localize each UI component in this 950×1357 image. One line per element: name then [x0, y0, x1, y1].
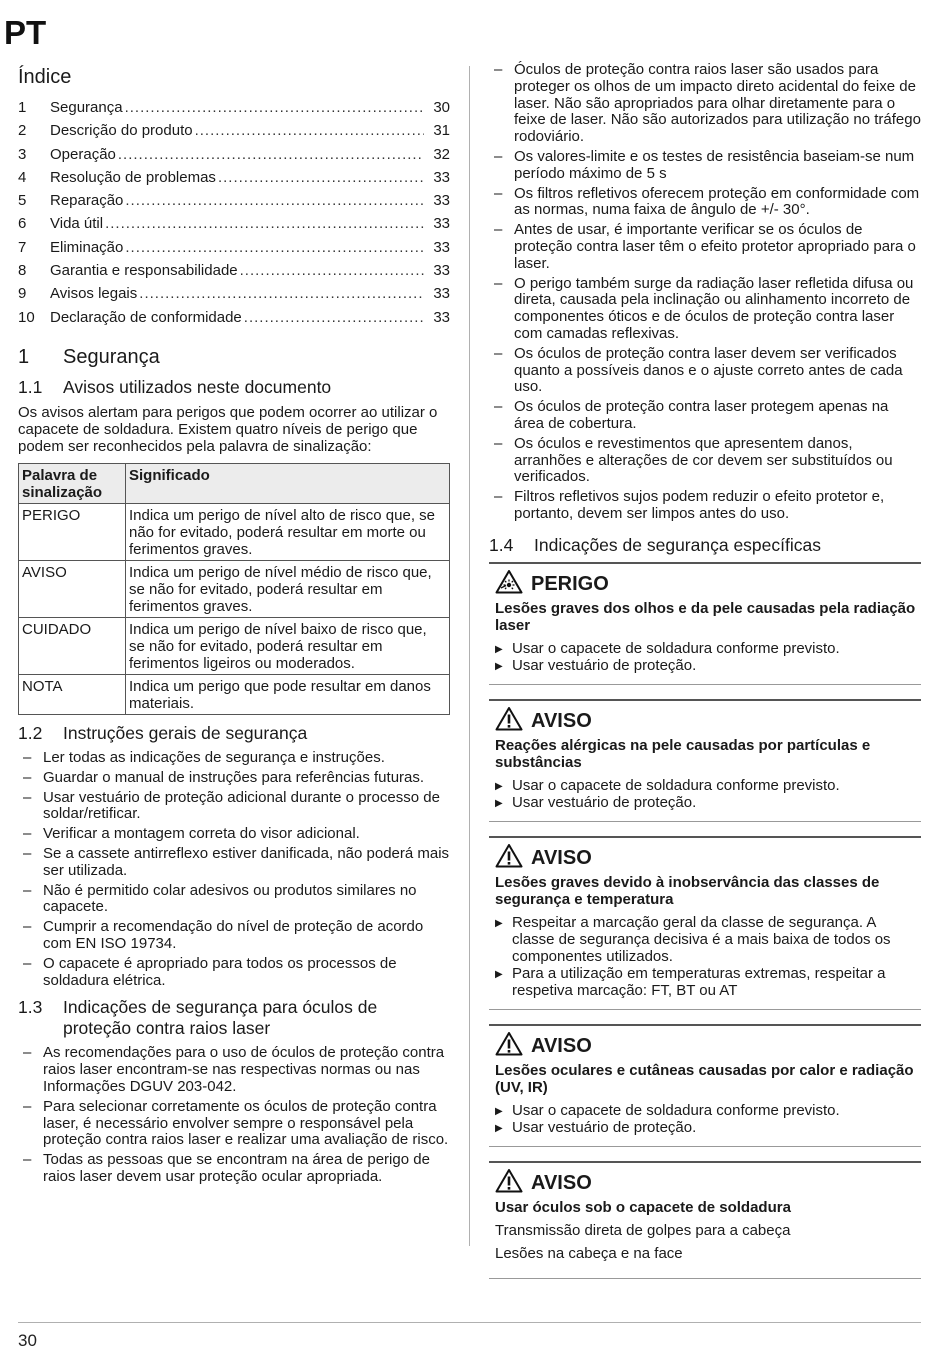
toc-item: [18, 215, 450, 238]
list-item: – As recomendações para o uso de óculos de proteção contra raios laser encontram-se nas respectivas normas ou nas Informações DGUV 203-042.: [18, 1045, 450, 1095]
list-item: – Filtros refletivos sujos podem reduzir o efeito protetor e, portanto, devem ser limpos antes do uso.: [489, 489, 921, 523]
left-column: [18, 62, 450, 1190]
table-row: [19, 674, 450, 714]
action-item: ▶ Usar o capacete de soldadura conforme previsto.: [495, 640, 921, 657]
toc-item-label: Eliminação: [50, 238, 124, 256]
toc-item-page: 32: [433, 145, 450, 163]
signal-word: AVISO: [531, 1172, 592, 1195]
section-title: Indicações de segurança específicas: [534, 534, 821, 555]
warning-text: Transmissão direta de golpes para a cabeça: [495, 1221, 791, 1239]
toc-item: [18, 309, 450, 332]
section-title: Instruções gerais de segurança: [63, 722, 308, 743]
warning-header: [495, 572, 921, 598]
table-row: [19, 503, 450, 560]
section-number: 1: [18, 345, 30, 368]
warning-actions: [495, 640, 921, 674]
toc-item-number: 9: [18, 285, 27, 303]
toc-item-page: 33: [433, 285, 450, 303]
signal-word: AVISO: [531, 1035, 592, 1058]
signal-word-cell: CUIDADO: [19, 617, 126, 674]
list-item: – Guardar o manual de instruções para referências futuras.: [18, 770, 450, 787]
toc-item: [18, 169, 450, 192]
action-item: ▶ Usar vestuário de proteção.: [495, 1119, 921, 1136]
toc-leader-dots: [195, 122, 424, 139]
list-item: – Usar vestuário de proteção adicional durante o processo de soldar/retificar.: [18, 790, 450, 824]
toc-item-label: Vida útil: [50, 215, 104, 233]
signal-word-cell: AVISO: [19, 560, 126, 617]
toc-leader-dots: [118, 146, 424, 163]
toc-item-number: 7: [18, 238, 27, 256]
laser-warning-icon: [495, 569, 531, 600]
meaning-cell: Indica um perigo que pode resultar em danos materiais.: [126, 674, 450, 714]
warning-actions: [495, 914, 921, 999]
section-1-2-heading: [18, 723, 450, 744]
section-1-1-heading: [18, 377, 450, 398]
section-title: Indicações de segurança para óculos de proteção contra raios laser: [63, 997, 378, 1039]
toc-item-page: 33: [433, 308, 450, 326]
signal-word-table: [18, 463, 450, 715]
list-item: – Antes de usar, é importante verificar se os óculos de proteção contra laser têm o efeito protetor apropriado para o laser.: [489, 222, 921, 272]
warning-subtitle: Reações alérgicas na pele causadas por partículas e substâncias: [495, 736, 871, 771]
toc-item-number: 10: [18, 308, 35, 326]
exclamation-warning-icon: [495, 1031, 531, 1062]
warning-header: [495, 709, 921, 735]
laser-goggles-list-continued: [489, 62, 921, 523]
toc-item-label: Reparação: [50, 192, 124, 210]
signal-word: AVISO: [531, 710, 592, 733]
action-item: ▶ Usar vestuário de proteção.: [495, 794, 921, 811]
section-1-4-heading: [489, 535, 921, 556]
column-divider: [469, 66, 470, 1246]
toc-item-number: 3: [18, 145, 27, 163]
page-number: 30: [18, 1331, 37, 1350]
toc-item-number: 8: [18, 262, 27, 280]
toc-item: [18, 146, 450, 169]
toc-item: [18, 239, 450, 262]
list-item: – Se a cassete antirreflexo estiver danificada, não poderá mais ser utilizada.: [18, 846, 450, 880]
toc-item-page: 33: [433, 215, 450, 233]
toc-item-page: 33: [433, 262, 450, 280]
signal-word-cell: NOTA: [19, 674, 126, 714]
toc-item-label: Descrição do produto: [50, 122, 193, 140]
warning-subtitle: Usar óculos sob o capacete de soldadura: [495, 1198, 791, 1216]
exclamation-warning-icon: [495, 1168, 531, 1199]
toc-item-number: 2: [18, 122, 27, 140]
toc-item-label: Avisos legais: [50, 285, 138, 303]
toc-list: [18, 99, 450, 332]
toc-item: [18, 262, 450, 285]
footer-divider: [18, 1322, 921, 1323]
warning-actions: [495, 777, 921, 811]
warning-box: [489, 699, 921, 822]
right-column: [489, 62, 921, 1293]
list-item: – Não é permitido colar adesivos ou produtos similares no capacete.: [18, 883, 450, 917]
table-row: [19, 560, 450, 617]
toc-item-number: 1: [18, 99, 27, 116]
toc-leader-dots: [244, 309, 424, 326]
toc-item-page: 31: [433, 122, 450, 140]
toc-leader-dots: [125, 99, 424, 116]
toc-item-page: 30: [433, 99, 450, 116]
list-item: – Óculos de proteção contra raios laser são usados para proteger os olhos de um impacto direto acidental do feixe de laser. Não são apropriados para olhar diretamente para o feixe de laser. Não são autorizados para utilização no tráfego rodoviário.: [489, 62, 921, 146]
signal-word-cell: PERIGO: [19, 503, 126, 560]
language-code: PT: [4, 14, 47, 51]
section-title: Segurança: [63, 345, 160, 368]
warning-box: [489, 1161, 921, 1279]
meaning-cell: Indica um perigo de nível baixo de risco que, se não for evitado, poderá resultar em ferimentos ligeiros ou moderados.: [126, 617, 450, 674]
toc-leader-dots: [139, 285, 424, 302]
list-item: – Os óculos de proteção contra laser protegem apenas na área de cobertura.: [489, 399, 921, 433]
toc-item: [18, 122, 450, 145]
meaning-cell: Indica um perigo de nível médio de risco que, se não for evitado, poderá resultar em ferimentos graves.: [126, 560, 450, 617]
signal-word: AVISO: [531, 847, 592, 870]
list-item: – O capacete é apropriado para todos os processos de soldadura elétrica.: [18, 956, 450, 990]
table-header-cell: Palavra de sinalização: [19, 463, 126, 503]
warning-subtitle: Lesões oculares e cutâneas causadas por calor e radiação (UV, IR): [495, 1061, 914, 1096]
warnings-list: [489, 562, 921, 1279]
list-item: – Todas as pessoas que se encontram na área de perigo de raios laser devem usar proteção ocular apropriada.: [18, 1152, 450, 1186]
list-item: – Os óculos de proteção contra laser devem ser verificados quanto a possíveis danos e o ajuste correto antes de cada uso.: [489, 346, 921, 396]
toc-leader-dots: [125, 192, 424, 209]
section-number: 1.4: [489, 534, 514, 555]
list-item: – Cumprir a recomendação do nível de proteção de acordo com EN ISO 19734.: [18, 919, 450, 953]
general-safety-list: [18, 750, 450, 989]
toc-leader-dots: [218, 169, 424, 186]
exclamation-warning-icon: [495, 843, 531, 874]
action-item: ▶ Respeitar a marcação geral da classe de segurança. A classe de segurança decisiva é a mais baixa de todos os componentes utilizados.: [495, 914, 921, 965]
table-header-cell: Significado: [126, 463, 450, 503]
section-number: 1.2: [18, 722, 43, 743]
toc-title: Índice: [18, 66, 72, 88]
meaning-cell: Indica um perigo de nível alto de risco que, se não for evitado, poderá resultar em morte ou ferimentos graves.: [126, 503, 450, 560]
action-item: ▶ Para a utilização em temperaturas extremas, respeitar a respetiva marcação: FT, BT ou AT: [495, 965, 921, 999]
toc-item-page: 33: [433, 192, 450, 210]
action-item: ▶ Usar o capacete de soldadura conforme previsto.: [495, 1102, 921, 1119]
toc-item-label: Garantia e responsabilidade: [50, 262, 238, 280]
warning-box: [489, 1024, 921, 1147]
warning-header: [495, 1171, 921, 1197]
section-number: 1.1: [18, 376, 43, 397]
warning-box: [489, 562, 921, 685]
list-item: – Para selecionar corretamente os óculos de proteção contra laser, é necessário envolver sempre o responsável pela proteção contra raios laser e realizar uma avaliação de risco.: [18, 1099, 450, 1149]
toc-item: [18, 99, 450, 122]
section-1-3-heading: [18, 997, 450, 1039]
toc-leader-dots: [105, 215, 424, 232]
exclamation-warning-icon: [495, 706, 531, 737]
table-row: [19, 617, 450, 674]
signal-word: PERIGO: [531, 573, 609, 596]
warning-header: [495, 1034, 921, 1060]
toc-item: [18, 192, 450, 215]
section-number: 1.3: [18, 997, 43, 1018]
section-1-heading: [18, 346, 450, 369]
toc-item-number: 4: [18, 168, 27, 186]
list-item: – O perigo também surge da radiação laser refletida difusa ou direta, causada pela inclinação ou alinhamento incorreto de componentes óticos e de óculos de proteção contra laser com camadas reflexivas.: [489, 276, 921, 343]
toc-item-number: 6: [18, 215, 27, 233]
list-item: – Os filtros refletivos oferecem proteção em conformidade com as normas, numa faixa de ângulo de +/- 30°.: [489, 186, 921, 220]
action-item: ▶ Usar o capacete de soldadura conforme previsto.: [495, 777, 921, 794]
toc-item-label: Resolução de problemas: [50, 168, 216, 186]
toc-item-page: 33: [433, 238, 450, 256]
toc-leader-dots: [125, 239, 424, 256]
toc-item: [18, 285, 450, 308]
list-item: – Os óculos e revestimentos que apresentem danos, arranhões e alterações de cor devem ser substituídos ou verificados.: [489, 436, 921, 486]
toc-item-number: 5: [18, 192, 27, 210]
toc-item-page: 33: [433, 168, 450, 186]
warning-box: [489, 836, 921, 1010]
laser-goggles-list: [18, 1045, 450, 1185]
toc-leader-dots: [240, 262, 424, 279]
warning-header: [495, 846, 921, 872]
toc-item-label: Operação: [50, 145, 116, 163]
toc-item-label: Declaração de conformidade: [50, 308, 242, 326]
warning-text: Lesões na cabeça e na face: [495, 1244, 683, 1262]
section-1-1-intro: Os avisos alertam para perigos que podem ocorrer ao utilizar o capacete de soldadura. Existem quatro níveis de perigo que podem ser reconhecidos pela palavra de sinalização:: [18, 403, 438, 455]
toc-item-label: Segurança: [50, 99, 123, 116]
list-item: – Os valores-limite e os testes de resistência baseiam-se num período máximo de 5 s: [489, 149, 921, 183]
warning-subtitle: Lesões graves devido à inobservância das classes de segurança e temperatura: [495, 873, 880, 908]
action-item: ▶ Usar vestuário de proteção.: [495, 657, 921, 674]
warning-subtitle: Lesões graves dos olhos e da pele causadas pela radiação laser: [495, 599, 916, 634]
section-title: Avisos utilizados neste documento: [63, 376, 332, 397]
list-item: – Verificar a montagem correta do visor adicional.: [18, 826, 450, 843]
table-header-row: [19, 463, 450, 503]
list-item: – Ler todas as indicações de segurança e instruções.: [18, 750, 450, 767]
warning-actions: [495, 1102, 921, 1136]
